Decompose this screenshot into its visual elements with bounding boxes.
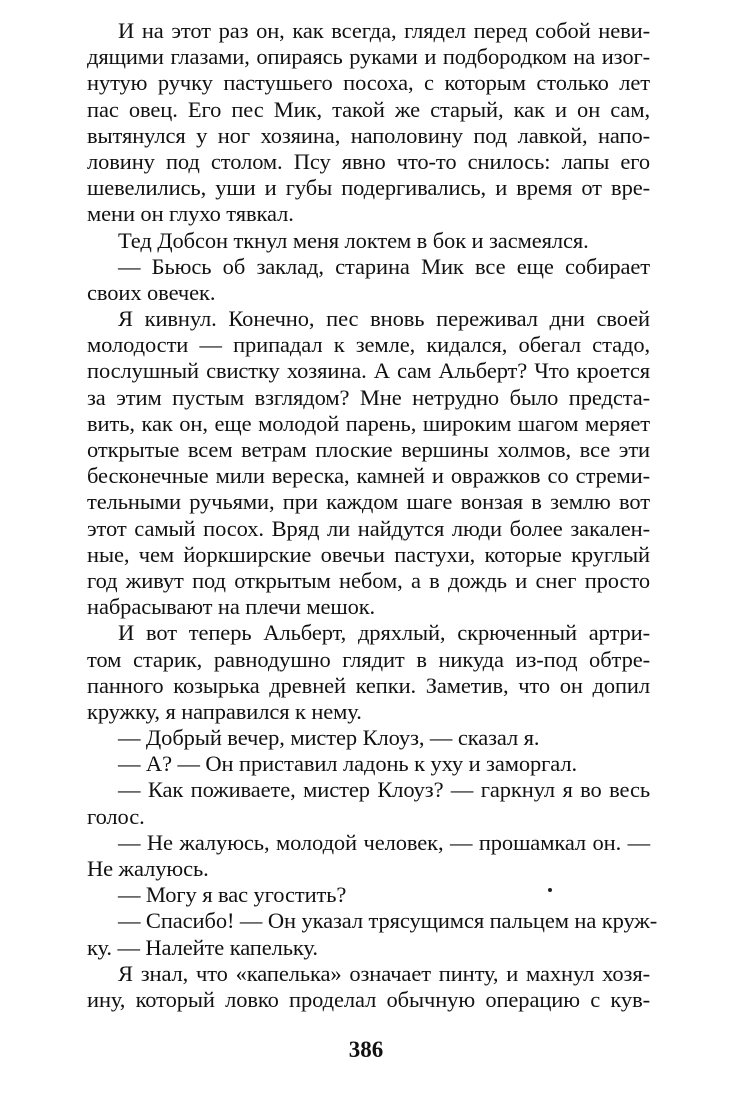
text-line: том старик, равнодушно глядит в никуда из-под обтре- bbox=[87, 646, 650, 672]
text-line: ные, чем йоркширские овечьи пастухи, которые круглый bbox=[87, 541, 650, 567]
text-line: молодости — припадал к земле, кидался, обегал стадо, bbox=[87, 332, 650, 358]
text-line: набрасывают на плечи мешок. bbox=[87, 594, 376, 620]
text-line: — Как поживаете, мистер Клоуз? — гаркнул я во весь bbox=[118, 777, 650, 803]
text-line: вить, как он, еще молодой парень, широким шагом меряет bbox=[87, 410, 650, 436]
text-line: этот самый посох. Вряд ли найдутся люди более закален- bbox=[87, 515, 650, 541]
text-line: послушный свистку хозяина. А сам Альберт? Что кроется bbox=[87, 358, 650, 384]
print-speck bbox=[548, 888, 552, 892]
text-line: И на этот раз он, как всегда, глядел перед собой неви- bbox=[118, 18, 650, 43]
text-line: мени он глухо тявкал. bbox=[87, 201, 294, 227]
text-line: ку. — Налейте капельку. bbox=[87, 934, 318, 960]
text-line: — А? — Он приставил ладонь к уху и заморгал. bbox=[118, 751, 578, 777]
text-line: — Добрый вечер, мистер Клоуз, — сказал я. bbox=[118, 725, 540, 751]
text-line: нутую ручку пастушьего посоха, с которым столько лет bbox=[87, 70, 650, 96]
body-text bbox=[87, 18, 658, 1013]
text-line: голос. bbox=[87, 803, 145, 829]
text-line: Я кивнул. Конечно, пес вновь переживал дни своей bbox=[118, 306, 650, 332]
text-line: — Бьюсь об заклад, старина Мик все еще собирает bbox=[118, 253, 650, 279]
text-line: ловину под столом. Псу явно что-то снилось: лапы его bbox=[87, 148, 650, 174]
text-line: пас овец. Его пес Мик, такой же старый, как и он сам, bbox=[87, 96, 650, 122]
text-line: — Могу я вас угостить? bbox=[118, 882, 347, 908]
page-number: 386 bbox=[348, 1037, 384, 1062]
text-line: панного козырька древней кепки. Заметив, что он допил bbox=[87, 672, 650, 698]
text-line: кружку, я направился к нему. bbox=[87, 698, 362, 724]
text-line: И вот теперь Альберт, дряхлый, скрюченный артри- bbox=[118, 620, 650, 646]
text-line: — Спасибо! — Он указал трясущимся пальцем на круж- bbox=[118, 908, 658, 934]
text-line: за этим пустым взглядом? Мне нетрудно было предста- bbox=[87, 384, 650, 410]
text-line: Я знал, что «капелька» означает пинту, и махнул хозя- bbox=[118, 960, 650, 986]
text-line: шевелились, уши и губы подергивались, и время от вре- bbox=[87, 175, 650, 201]
text-line: открытые всем ветрам плоские вершины холмов, все эти bbox=[87, 437, 650, 462]
text-line: бесконечные мили вереска, камней и овражков со стреми- bbox=[87, 463, 650, 489]
text-line: Не жалуюсь. bbox=[87, 856, 209, 881]
text-line: Тед Добсон ткнул меня локтем в бок и засмеялся. bbox=[118, 227, 589, 253]
text-line: ину, который ловко проделал обычную операцию с кув- bbox=[87, 986, 650, 1012]
text-line: — Не жалуюсь, молодой человек, — прошамкал он. — bbox=[118, 829, 650, 855]
text-line: своих овечек. bbox=[87, 279, 216, 305]
text-line: дящими глазами, опираясь руками и подбородком на изог- bbox=[87, 44, 650, 70]
text-line: вытянулся у ног хозяина, наполовину под лавкой, напо- bbox=[87, 122, 650, 148]
text-line: год живут под открытым небом, а в дождь и снег просто bbox=[87, 567, 650, 593]
text-line: тельными ручьями, при каждом шаге вонзая в землю вот bbox=[87, 489, 650, 515]
